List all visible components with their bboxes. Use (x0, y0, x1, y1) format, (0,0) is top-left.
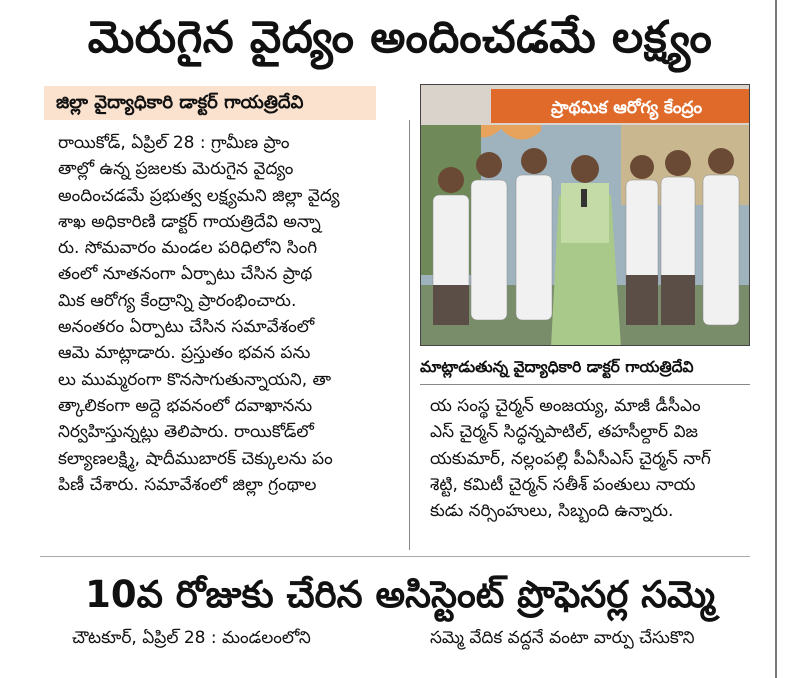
article-line: మిక ఆరోగ్య కేంద్రాన్ని ప్రారంభించారు. (58, 290, 297, 311)
news-photo (420, 84, 750, 346)
article-line: కుడు నర్సింహులు, సిబ్బంది ఉన్నారు. (430, 501, 674, 522)
article-right-column (430, 393, 750, 524)
article-line: కల్యాణలక్ష్మి, షాదీముబారక్ చెక్కులను పం (58, 448, 333, 469)
subheadline: జిల్లా వైద్యాధికారి డాక్టర్ గాయత్రిదేవి (44, 86, 376, 120)
article-line: రాయికోడ్, ఏప్రిల్ 28 : గ్రామీణ ప్రాం (58, 133, 290, 153)
article-line: అందించడమే ప్రభుత్వ లక్ష్యమని జిల్లా వైద్య (58, 185, 340, 206)
article-line: అనంతరం ఏర్పాటు చేసిన సమావేశంలో (58, 317, 315, 338)
article-line: యకుమార్, నల్లంపల్లి పీఏసీఎస్ చైర్మన్ నాగ్ (430, 448, 711, 469)
article-line: త్కాలికంగా అద్దె భవనంలో దవాఖానను (58, 395, 313, 416)
article2-right-column (430, 625, 760, 651)
article-line: ఆమె మాట్లాడారు. ప్రస్తుతం భవన పను (58, 343, 311, 364)
column-divider (409, 120, 410, 550)
article-line: తాల్లో ఉన్న ప్రజలకు మెరుగైన వైద్యం (58, 159, 294, 180)
article-line: సమ్మె వేదిక వద్దనే వంటా వార్పు చేసుకొని (430, 628, 695, 648)
headline: మెరుగైన వైద్యం అందించడమే లక్ష్యం (87, 12, 713, 63)
article2-left-column (72, 625, 402, 651)
article-line: నిర్వహిస్తున్నట్లు తెలిపారు. రాయికోడ్‌లో (58, 422, 314, 443)
article-line: లు ముమ్మరంగా కొనసాగుతున్నాయని, తా (58, 369, 332, 390)
article-line: శెట్టి, కమిటీ చైర్మన్ సతీశ్ పంతులు నాయ (430, 474, 696, 495)
photo-banner-text: ప్రాథమిక ఆరోగ్య కేంద్రం (551, 98, 703, 118)
article-line: ఎస్ చైర్మన్ సిద్ధన్నపాటిల్, తహసీల్దార్ విజ (430, 422, 698, 443)
article-line: శాఖ అధికారిణి డాక్టర్ గాయత్రిదేవి అన్నా (58, 211, 321, 232)
article-line: పిణీ చేశారు. సమావేశంలో జిల్లా గ్రంథాల (58, 474, 317, 495)
article-line: తంలో నూతనంగా ఏర్పాటు చేసిన ప్రాథ (58, 264, 313, 285)
article-line: చౌటకూర్, ఏప్రిల్ 28 : మండలంలోని (72, 628, 311, 648)
article-left-column (58, 130, 396, 498)
second-headline: 10వ రోజుకు చేరిన అసిస్టెంట్ ప్రొఫెసర్ల సమ్మె (85, 573, 715, 616)
photo-illustration (421, 85, 750, 346)
photo-caption: మాట్లాడుతున్న వైద్యాధికారి డాక్టర్ గాయత్రిదేవి (420, 350, 750, 385)
page-edge-rule (775, 0, 777, 678)
article-line: య సంస్థ చైర్మన్ అంజయ్య, మాజీ డీసీఎం (430, 396, 701, 416)
section-divider (40, 556, 750, 557)
article-line: రు. సోమవారం మండల పరిధిలోని సింగి (58, 238, 318, 259)
